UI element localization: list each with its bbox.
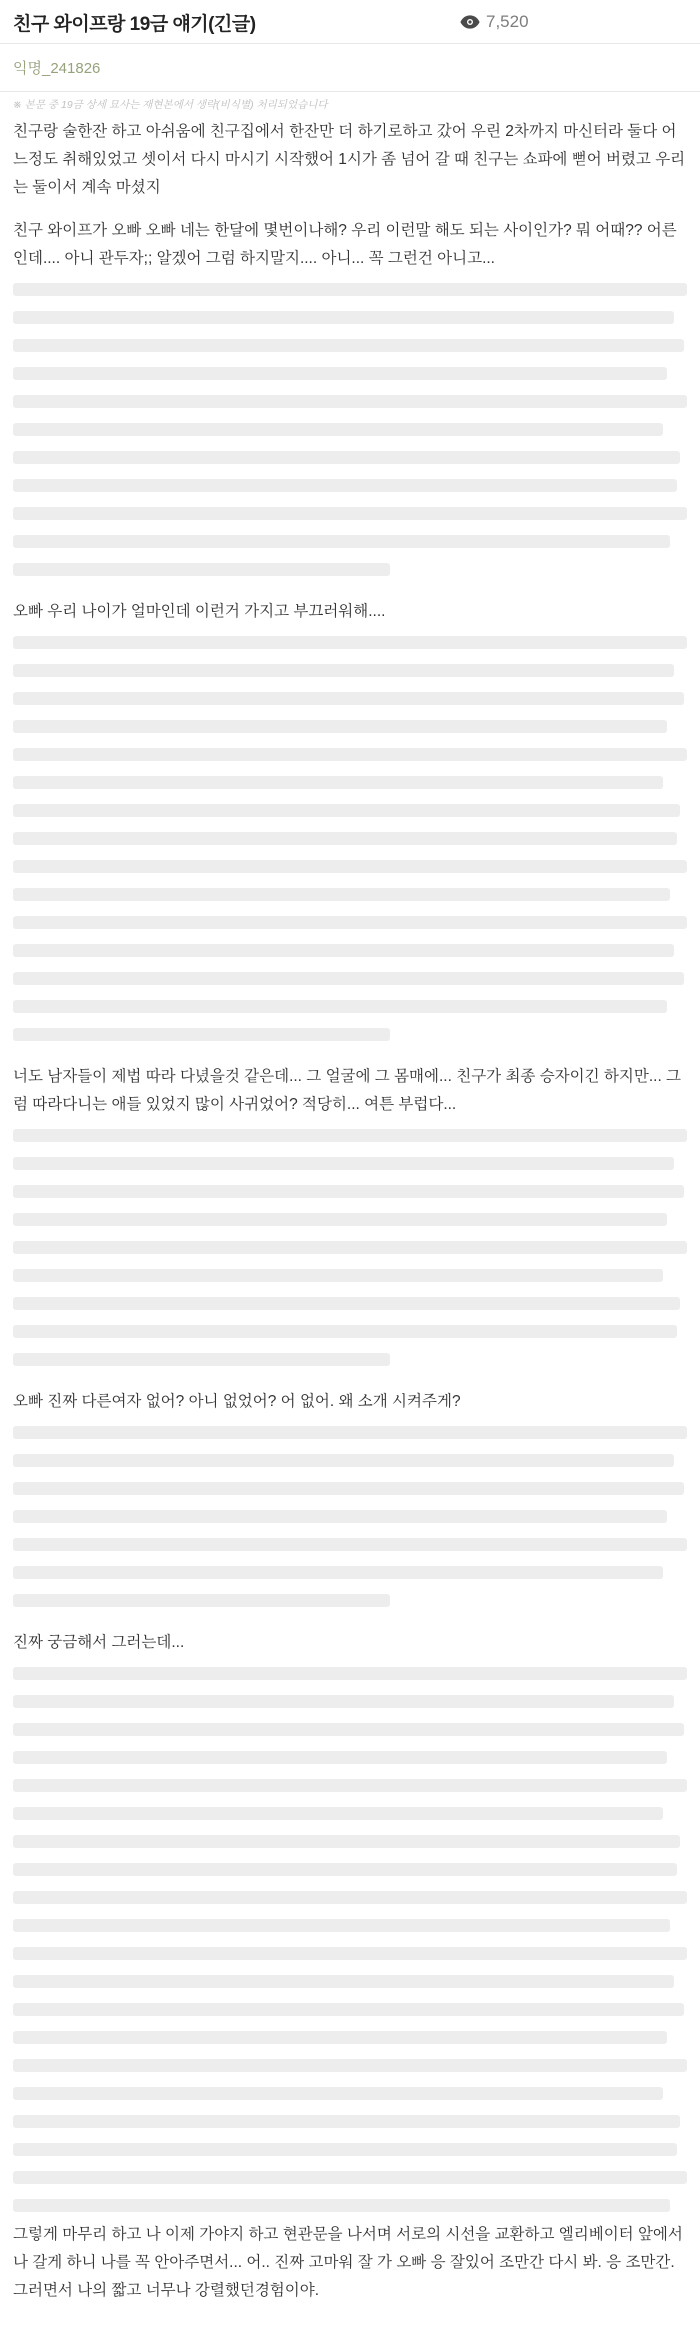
redacted-text-bar	[13, 1863, 677, 1876]
redacted-text-bar	[13, 283, 687, 296]
redacted-line	[13, 2079, 687, 2107]
redacted-text-bar	[13, 1779, 687, 1792]
redacted-text-bar	[13, 860, 687, 873]
redacted-line	[13, 1020, 687, 1048]
redacted-line	[13, 1967, 687, 1995]
redacted-text-bar	[13, 1028, 390, 1041]
paragraph-text: 친구 와이프가 오빠 오빠 네는 한달에 몇번이나해? 우리 이런말 해도 되는 사이인가? 뭐 어때?? 어른인데.... 아니 관두자;; 알겠어 그럼 하지말지.... 아니... 꼭 그런건 아니고...	[13, 222, 677, 267]
redacted-text-bar	[13, 1185, 684, 1198]
redacted-line	[13, 1317, 687, 1345]
redacted-text-bar	[13, 1891, 687, 1904]
redacted-text-bar	[13, 776, 663, 789]
paragraph-closing-text: 그렇게 마무리 하고 나 이제 가야지 하고 현관문을 나서며 서로의 시선을 교환하고 엘리베이터 앞에서 나 갈게 하니 나를 꼭 안아주면서... 어.. 진짜 고마워 잘 가 오빠 응 잘있어 조만간 다시 봐. 응 조만간. 그러면서 나의 짧고 너무나 강렬했던경험이야.	[13, 2226, 683, 2299]
post-paragraph	[13, 1063, 687, 1373]
redacted-line	[13, 1345, 687, 1373]
redacted-text-bar	[13, 339, 684, 352]
page-title: 친구 와이프랑 19금 얘기(긴글)	[13, 14, 256, 35]
redacted-line	[13, 824, 687, 852]
redacted-text-bar	[13, 1919, 670, 1932]
redacted-text-bar	[13, 888, 670, 901]
redacted-line	[13, 1586, 687, 1614]
redacted-line	[13, 1687, 687, 1715]
redacted-text-bar	[13, 1947, 687, 1960]
redacted-line	[13, 331, 687, 359]
paragraph-text: 너도 남자들이 제법 따라 다녔을것 같은데... 그 얼굴에 그 몸매에... 친구가 최종 승자이긴 하지만... 그럼 따라다니는 애들 있었지 많이 사귀었어? 적당히... 여튼 부럽다...	[13, 1068, 682, 1113]
redacted-text-bar	[13, 563, 390, 576]
redacted-line	[13, 415, 687, 443]
redacted-text-bar	[13, 972, 684, 985]
redacted-line	[13, 1233, 687, 1261]
redacted-text-bar	[13, 804, 680, 817]
redacted-text-bar	[13, 1751, 667, 1764]
redacted-text-bar	[13, 1566, 663, 1579]
redacted-line	[13, 1261, 687, 1289]
redacted-text-bar	[13, 367, 667, 380]
redacted-line	[13, 1474, 687, 1502]
redacted-text-bar	[13, 1538, 687, 1551]
redacted-line	[13, 387, 687, 415]
redacted-content	[13, 1121, 687, 1373]
post-paragraph	[13, 598, 687, 1048]
redacted-line	[13, 2191, 687, 2219]
redacted-line	[13, 1883, 687, 1911]
redacted-text-bar	[13, 1695, 674, 1708]
redacted-line	[13, 1743, 687, 1771]
redacted-line	[13, 684, 687, 712]
redacted-text-bar	[13, 2059, 687, 2072]
redacted-line	[13, 1446, 687, 1474]
redacted-text-bar	[13, 2171, 687, 2184]
redacted-text-bar	[13, 1594, 390, 1607]
redacted-line	[13, 936, 687, 964]
paragraph-text: 오빠 진짜 다른여자 없어? 아니 없었어? 어 없어. 왜 소개 시켜주게?	[13, 1393, 461, 1410]
redacted-text-bar	[13, 1157, 674, 1170]
redacted-text-bar	[13, 1975, 674, 1988]
redacted-line	[13, 796, 687, 824]
redacted-line	[13, 1530, 687, 1558]
redacted-line	[13, 527, 687, 555]
redacted-line	[13, 1827, 687, 1855]
redacted-line	[13, 443, 687, 471]
redacted-line	[13, 908, 687, 936]
redacted-text-bar	[13, 2087, 663, 2100]
redacted-line	[13, 359, 687, 387]
post-paragraph	[13, 118, 687, 202]
redacted-text-bar	[13, 1510, 667, 1523]
redacted-line	[13, 275, 687, 303]
redacted-text-bar	[13, 748, 687, 761]
redacted-text-bar	[13, 1807, 663, 1820]
redacted-text-bar	[13, 692, 684, 705]
redacted-line	[13, 303, 687, 331]
redacted-line	[13, 1799, 687, 1827]
redacted-line	[13, 1659, 687, 1687]
redacted-text-bar	[13, 1297, 680, 1310]
redacted-line	[13, 628, 687, 656]
post-paragraph	[13, 217, 687, 583]
redacted-line	[13, 1289, 687, 1317]
paragraph-text: 오빠 우리 나이가 얼마인데 이런거 가지고 부끄러워해....	[13, 603, 386, 620]
redacted-line	[13, 1715, 687, 1743]
redacted-line	[13, 1121, 687, 1149]
redacted-line	[13, 1995, 687, 2023]
view-counter	[460, 12, 529, 32]
redacted-text-bar	[13, 664, 674, 677]
redacted-text-bar	[13, 1269, 663, 1282]
redacted-text-bar	[13, 1667, 687, 1680]
redacted-line	[13, 656, 687, 684]
redacted-line	[13, 2051, 687, 2079]
redacted-text-bar	[13, 311, 674, 324]
paragraph-text: 진짜 궁금해서 그러는데...	[13, 1634, 185, 1651]
post-paragraph	[13, 1629, 687, 2305]
redacted-text-bar	[13, 395, 687, 408]
redacted-text-bar	[13, 1213, 667, 1226]
redacted-text-bar	[13, 1353, 390, 1366]
author-name: 익명_241826	[13, 60, 101, 77]
redacted-text-bar	[13, 916, 687, 929]
post-header	[0, 0, 700, 43]
redacted-line	[13, 852, 687, 880]
redacted-text-bar	[13, 1000, 667, 1013]
post-body	[0, 112, 700, 2325]
redacted-line	[13, 471, 687, 499]
redacted-text-bar	[13, 2199, 670, 2212]
redacted-text-bar	[13, 636, 687, 649]
redacted-text-bar	[13, 2115, 680, 2128]
redacted-text-bar	[13, 479, 677, 492]
redacted-text-bar	[13, 1325, 677, 1338]
redacted-line	[13, 2023, 687, 2051]
redacted-line	[13, 1558, 687, 1586]
redacted-line	[13, 1939, 687, 1967]
redacted-text-bar	[13, 1426, 687, 1439]
redacted-text-bar	[13, 1454, 674, 1467]
redacted-text-bar	[13, 1835, 680, 1848]
redacted-line	[13, 2107, 687, 2135]
redacted-text-bar	[13, 2031, 667, 2044]
redacted-text-bar	[13, 944, 674, 957]
redacted-text-bar	[13, 1241, 687, 1254]
redacted-line	[13, 768, 687, 796]
redacted-line	[13, 740, 687, 768]
redacted-line	[13, 1771, 687, 1799]
redacted-content	[13, 628, 687, 1048]
post-paragraph	[13, 1388, 687, 1614]
redacted-line	[13, 964, 687, 992]
redacted-line	[13, 992, 687, 1020]
redacted-line	[13, 499, 687, 527]
redacted-line	[13, 1855, 687, 1883]
redacted-content	[13, 1659, 687, 2219]
redacted-line	[13, 1418, 687, 1446]
redacted-line	[13, 1177, 687, 1205]
redacted-text-bar	[13, 1482, 684, 1495]
redacted-line	[13, 2135, 687, 2163]
redacted-line	[13, 1205, 687, 1233]
redacted-content	[13, 1418, 687, 1614]
redacted-text-bar	[13, 1723, 684, 1736]
redacted-text-bar	[13, 832, 677, 845]
redacted-content	[13, 275, 687, 583]
redacted-line	[13, 880, 687, 908]
redacted-text-bar	[13, 423, 663, 436]
paragraph-text: 친구랑 술한잔 하고 아쉬움에 친구집에서 한잔만 더 하기로하고 갔어 우린 2차까지 마신터라 둘다 어느정도 취해있었고 셋이서 다시 마시기 시작했어 1시가 좀 넘어 갈 때 친구는 쇼파에 뻗어 버렸고 우리는 둘이서 계속 마셨지	[13, 123, 686, 196]
redacted-text-bar	[13, 535, 670, 548]
redacted-line	[13, 1911, 687, 1939]
redaction-notice: ※ 본문 중 19금 상세 묘사는 재현본에서 생략(비식별) 처리되었습니다	[13, 99, 328, 111]
redacted-text-bar	[13, 451, 680, 464]
redacted-text-bar	[13, 507, 687, 520]
author-row	[0, 44, 700, 91]
redacted-line	[13, 2163, 687, 2191]
redacted-line	[13, 555, 687, 583]
redacted-text-bar	[13, 2003, 684, 2016]
redacted-line	[13, 1502, 687, 1530]
redacted-text-bar	[13, 2143, 677, 2156]
redacted-text-bar	[13, 1129, 687, 1142]
redacted-line	[13, 712, 687, 740]
redacted-text-bar	[13, 720, 667, 733]
redacted-line	[13, 1149, 687, 1177]
view-count: 7,520	[486, 12, 529, 31]
eye-icon	[460, 15, 480, 29]
